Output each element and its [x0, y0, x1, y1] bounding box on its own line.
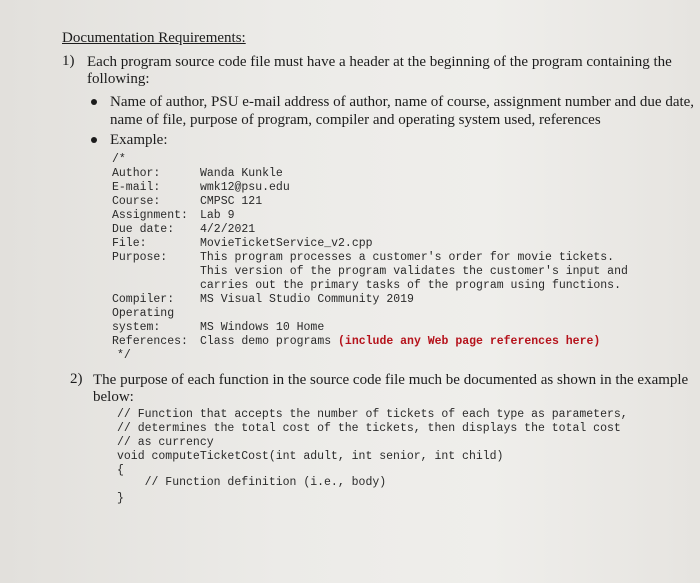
field-value: This version of the program validates the customer's input and — [200, 265, 628, 278]
field-label: Due date: — [112, 223, 175, 236]
field-label: Course: — [112, 195, 161, 208]
code-line: // as currency — [117, 436, 214, 449]
field-value — [200, 335, 600, 348]
field-label: Assignment: — [112, 209, 188, 222]
field-value: 4/2/2021 — [200, 223, 256, 236]
field-value: CMPSC 121 — [200, 195, 263, 208]
code-line: void computeTicketCost(int adult, int senior, int child) — [117, 450, 504, 463]
field-value: MS Windows 10 Home — [200, 321, 325, 334]
bullet-dot — [91, 99, 97, 105]
bullet-1-line-1: Name of author, PSU e-mail address of author, name of course, assignment number and due date, — [110, 94, 695, 110]
field-label: system: — [112, 321, 161, 334]
item-1-number: 1) — [62, 53, 75, 69]
bullet-dot — [91, 137, 97, 143]
references-note: (include any Web page references here) — [338, 335, 601, 348]
field-value: MovieTicketService_v2.cpp — [200, 237, 373, 250]
bullet-1-line-2: name of file, purpose of program, compiler and operating system used, references — [110, 112, 601, 128]
item-1-line-1: Each program source code file must have a header at the beginning of the program containing the — [87, 54, 672, 70]
field-label: E-mail: — [112, 181, 161, 194]
item-2-line-1: The purpose of each function in the source code file much be documented as shown in the example — [93, 372, 689, 388]
comment-close: */ — [117, 349, 131, 362]
code-line: // determines the total cost of the tickets, then displays the total cost — [117, 422, 621, 435]
field-label: Purpose: — [112, 251, 168, 264]
bullet-2-line-1: Example: — [110, 132, 168, 148]
references-value: Class demo programs — [200, 335, 332, 348]
field-value: wmk12@psu.edu — [200, 181, 290, 194]
field-value: MS Visual Studio Community 2019 — [200, 293, 414, 306]
field-label: References: — [112, 335, 188, 348]
code-line: } — [117, 492, 124, 505]
field-value: Lab 9 — [200, 209, 235, 222]
code-line: // Function that accepts the number of tickets of each type as parameters, — [117, 408, 628, 421]
field-label: File: — [112, 237, 147, 250]
field-value: This program processes a customer's order for movie tickets. — [200, 251, 615, 264]
section-heading: Documentation Requirements: — [62, 30, 246, 46]
field-label: Operating — [112, 307, 175, 320]
code-line: // Function definition (i.e., body) — [117, 476, 387, 489]
item-2-number: 2) — [70, 371, 83, 387]
field-label: Compiler: — [112, 293, 175, 306]
field-value: carries out the primary tasks of the program using functions. — [200, 279, 621, 292]
comment-open: /* — [112, 153, 126, 166]
field-label: Author: — [112, 167, 161, 180]
item-2-line-2: below: — [93, 389, 134, 405]
item-1-line-2: following: — [87, 71, 150, 87]
code-line: { — [117, 464, 124, 477]
field-value: Wanda Kunkle — [200, 167, 283, 180]
